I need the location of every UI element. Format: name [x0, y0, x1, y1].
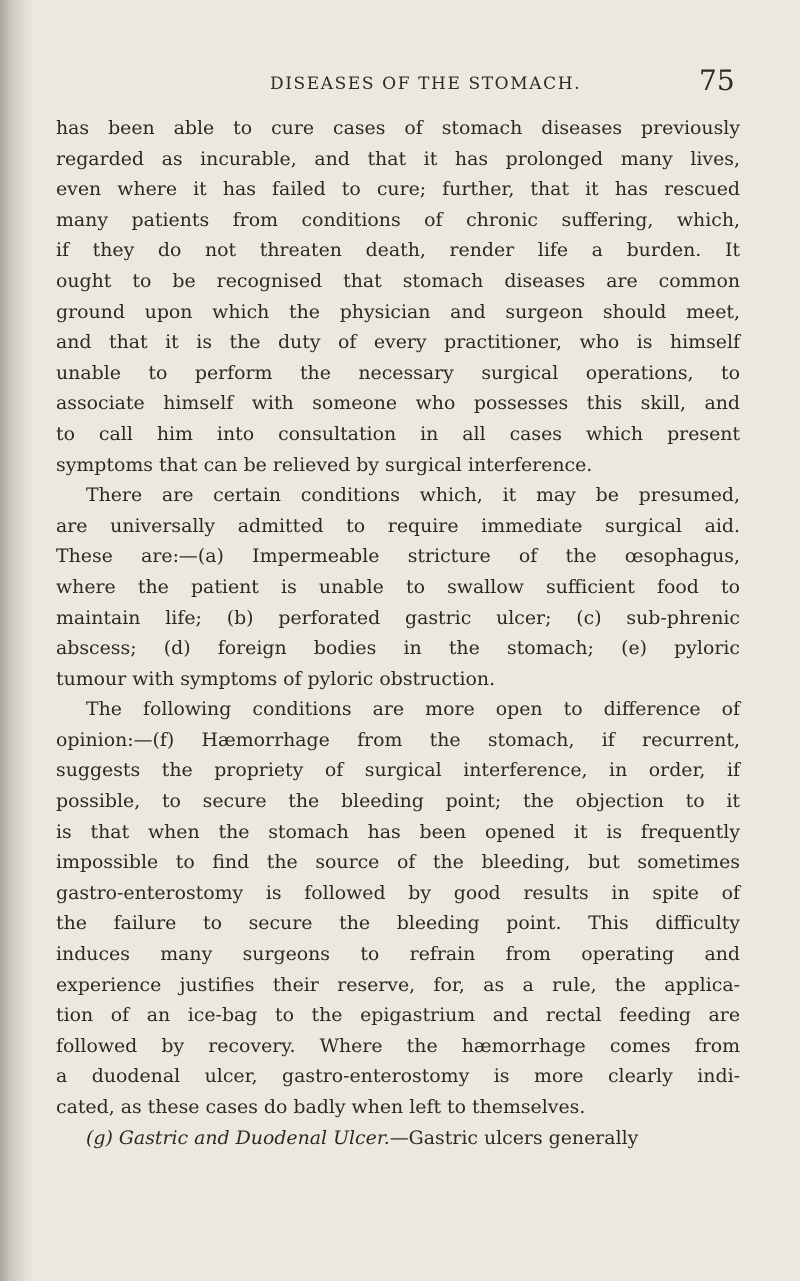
text-line: abscess; (d) foreign bodies in the stomach; (e) pyloric — [56, 637, 740, 660]
text-line: the failure to secure the bleeding point. This difficulty — [56, 912, 740, 935]
text-line: has been able to cure cases of stomach diseases previously — [56, 117, 740, 139]
text-line: unable to perform the necessary surgical operations, to — [56, 361, 740, 384]
text-line: regarded as incurable, and that it has prolonged many lives, — [56, 147, 740, 170]
text-line: symptoms that can be relieved by surgical interference. — [56, 453, 593, 476]
text-line: maintain life; (b) perforated gastric ulcer; (c) sub-phrenic — [56, 606, 740, 629]
text-line: induces many surgeons to refrain from operating and — [56, 943, 740, 966]
text-line: experience justifies their reserve, for, as a rule, the applica- — [56, 973, 740, 996]
section-heading-gastric-duodenal-ulcer: (g) Gastric and Duodenal Ulcer. — [86, 1126, 390, 1149]
text-line: a duodenal ulcer, gastro-enterostomy is more clearly indi- — [56, 1065, 740, 1088]
text-line: if they do not threaten death, render life a burden. It — [56, 239, 740, 262]
section-heading-continuation: —Gastric ulcers generally — [389, 1126, 639, 1149]
text-line: to call him into consultation in all cases which present — [56, 422, 740, 445]
text-line: even where it has failed to cure; further, that it has rescued — [56, 178, 740, 201]
final-text-line — [56, 1123, 740, 1154]
text-line: cated, as these cases do badly when left to themselves. — [56, 1096, 586, 1118]
text-line: There are certain conditions which, it may be presumed, — [86, 484, 740, 507]
text-line: tion of an ice-bag to the epigastrium and rectal feeding are — [56, 1004, 740, 1027]
text-line: These are:—(a) Impermeable stricture of the œsophagus, — [56, 545, 740, 568]
text-line: impossible to find the source of the bleeding, but sometimes — [56, 851, 740, 874]
text-line: followed by recovery. Where the hæmorrhage comes from — [56, 1034, 740, 1057]
text-line: opinion:—(f) Hæmorrhage from the stomach, if recurrent, — [56, 728, 740, 751]
text-line: many patients from conditions of chronic suffering, which, — [56, 208, 740, 231]
text-line: ought to be recognised that stomach diseases are common — [56, 269, 740, 292]
body-text — [56, 113, 740, 1153]
running-title: DISEASES OF THE STOMACH. — [270, 74, 582, 94]
text-line: are universally admitted to require immediate surgical aid. — [56, 514, 740, 537]
text-line: gastro-enterostomy is followed by good results in spite of — [56, 881, 740, 904]
text-line: ground upon which the physician and surgeon should meet, — [56, 300, 740, 323]
text-line: and that it is the duty of every practitioner, who is himself — [56, 331, 740, 354]
page-binding-shadow — [0, 0, 34, 1281]
text-line: The following conditions are more open to difference of — [86, 698, 740, 721]
running-header — [0, 60, 800, 100]
text-line: tumour with symptoms of pyloric obstruction. — [56, 667, 496, 690]
text-line: associate himself with someone who possesses this skill, and — [56, 392, 740, 415]
text-line: suggests the propriety of surgical interference, in order, if — [56, 759, 740, 782]
text-line: where the patient is unable to swallow sufficient food to — [56, 575, 740, 598]
page-number: 75 — [699, 64, 735, 97]
text-line: is that when the stomach has been opened it is frequently — [56, 820, 740, 843]
text-line: possible, to secure the bleeding point; the objection to it — [56, 790, 740, 813]
